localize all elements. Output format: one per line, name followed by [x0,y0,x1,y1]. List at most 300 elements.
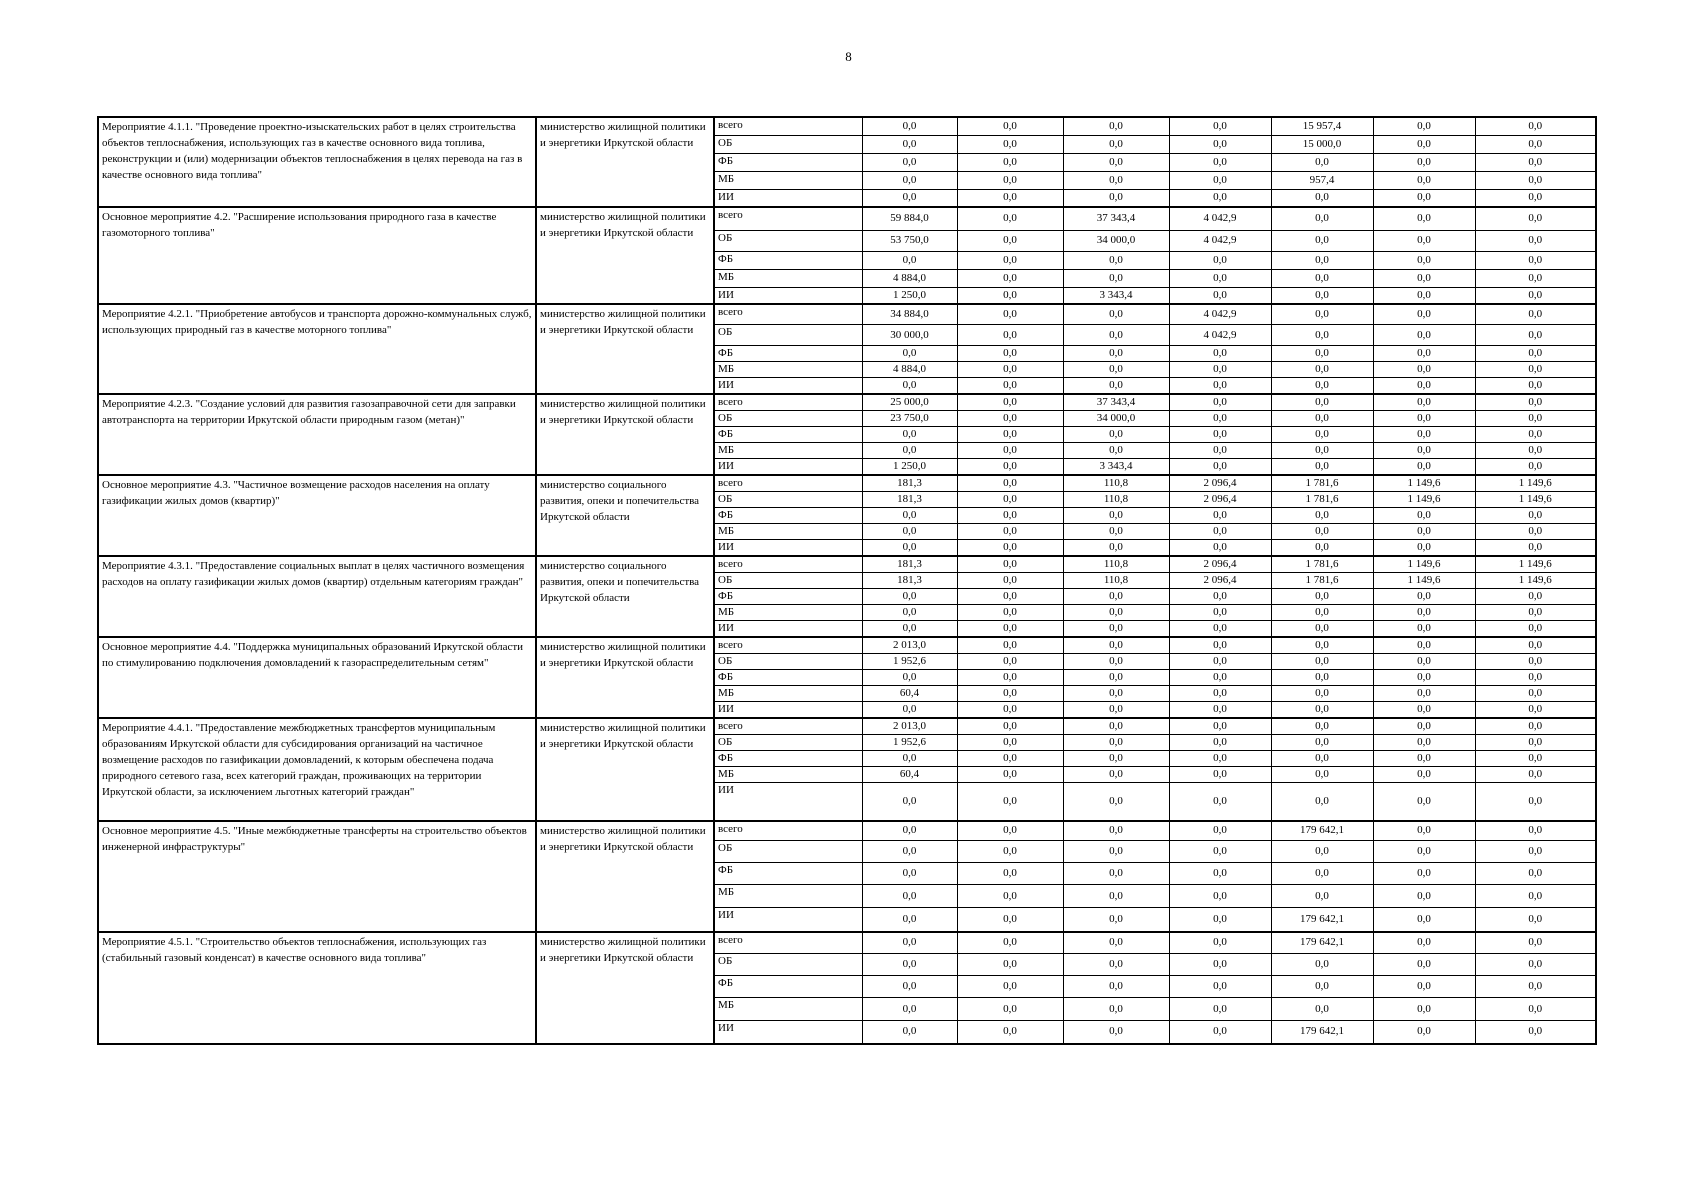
amount-cell: 0,0 [1169,427,1271,443]
amount-cell: 0,0 [957,443,1063,459]
amount-cell: 1 149,6 [1373,475,1475,492]
amount-cell: 3 343,4 [1063,459,1169,476]
amount-cell: 0,0 [1271,153,1373,171]
amount-cell: 0,0 [862,841,957,863]
amount-cell: 0,0 [1373,362,1475,378]
amount-cell: 0,0 [1169,751,1271,767]
amount-cell: 0,0 [957,269,1063,287]
amount-cell: 0,0 [1063,863,1169,885]
amount-cell: 0,0 [1063,153,1169,171]
amount-cell: 0,0 [1271,189,1373,207]
amount-cell: 181,3 [862,573,957,589]
amount-cell: 0,0 [957,885,1063,908]
event-name: Основное мероприятие 4.3. "Частичное возмещение расходов населения на оплату газификации жилых домов (квартир)" [98,475,536,556]
amount-cell: 0,0 [957,932,1063,954]
amount-cell: 60,4 [862,767,957,783]
amount-cell: 0,0 [1373,718,1475,735]
amount-cell: 0,0 [862,540,957,557]
amount-cell: 0,0 [1169,269,1271,287]
amount-cell: 0,0 [957,230,1063,251]
amount-cell: 60,4 [862,686,957,702]
amount-cell: 0,0 [1063,751,1169,767]
amount-cell: 0,0 [1169,932,1271,954]
amount-cell: 0,0 [1373,702,1475,719]
amount-cell: 0,0 [862,908,957,932]
amount-cell: 0,0 [1373,394,1475,411]
funding-source: ИИ [714,378,862,395]
amount-cell: 0,0 [957,394,1063,411]
amount-cell: 0,0 [1063,841,1169,863]
amount-cell: 0,0 [1373,443,1475,459]
amount-cell: 0,0 [1373,524,1475,540]
amount-cell: 0,0 [1475,346,1596,362]
executor: министерство жилищной политики и энергетики Иркутской области [536,821,714,932]
amount-cell: 0,0 [957,117,1063,135]
amount-cell: 1 781,6 [1271,475,1373,492]
funding-source: всего [714,637,862,654]
amount-cell: 1 149,6 [1475,573,1596,589]
amount-cell: 0,0 [1475,411,1596,427]
funding-source: всего [714,556,862,573]
amount-cell: 0,0 [1271,670,1373,686]
amount-cell: 0,0 [862,954,957,976]
table-row [98,718,1596,735]
funding-source: ФБ [714,863,862,885]
funding-source: ФБ [714,751,862,767]
amount-cell: 0,0 [1271,269,1373,287]
amount-cell: 0,0 [1063,670,1169,686]
amount-cell: 0,0 [1271,251,1373,269]
funding-source: ОБ [714,230,862,251]
amount-cell: 0,0 [1373,230,1475,251]
amount-cell: 0,0 [1169,459,1271,476]
amount-cell: 0,0 [862,1021,957,1044]
amount-cell: 0,0 [957,908,1063,932]
amount-cell: 53 750,0 [862,230,957,251]
amount-cell: 0,0 [1271,459,1373,476]
amount-cell: 0,0 [1063,686,1169,702]
amount-cell: 0,0 [1373,508,1475,524]
amount-cell: 15 957,4 [1271,117,1373,135]
amount-cell: 0,0 [1063,767,1169,783]
amount-cell: 0,0 [1475,287,1596,304]
amount-cell: 0,0 [957,702,1063,719]
amount-cell: 0,0 [1373,863,1475,885]
amount-cell: 0,0 [1169,287,1271,304]
amount-cell: 4 042,9 [1169,325,1271,346]
amount-cell: 0,0 [1475,251,1596,269]
amount-cell: 0,0 [1271,304,1373,325]
amount-cell: 0,0 [1063,117,1169,135]
amount-cell: 0,0 [957,304,1063,325]
amount-cell: 0,0 [1373,304,1475,325]
amount-cell: 0,0 [1373,207,1475,230]
event-name: Мероприятие 4.3.1. "Предоставление социальных выплат в целях частичного возмещения расходов на оплату газификации жилых домов (квартир) отдельным категориям граждан" [98,556,536,637]
amount-cell: 179 642,1 [1271,908,1373,932]
funding-source: ИИ [714,1021,862,1044]
amount-cell: 0,0 [1373,637,1475,654]
amount-cell: 957,4 [1271,171,1373,189]
amount-cell: 1 250,0 [862,287,957,304]
amount-cell: 0,0 [1475,589,1596,605]
amount-cell: 0,0 [957,605,1063,621]
amount-cell: 0,0 [1475,821,1596,841]
page-number: 8 [845,49,852,64]
amount-cell: 0,0 [957,686,1063,702]
amount-cell: 0,0 [862,783,957,821]
amount-cell: 0,0 [862,524,957,540]
amount-cell: 0,0 [1475,863,1596,885]
amount-cell: 0,0 [862,251,957,269]
budget-table-body [98,117,1596,1044]
amount-cell: 0,0 [1063,637,1169,654]
table-row [98,475,1596,492]
funding-source: ФБ [714,976,862,998]
amount-cell: 0,0 [1271,702,1373,719]
amount-cell: 0,0 [1063,325,1169,346]
amount-cell: 2 013,0 [862,718,957,735]
amount-cell: 1 149,6 [1475,556,1596,573]
funding-source: ИИ [714,459,862,476]
amount-cell: 0,0 [1373,767,1475,783]
amount-cell: 0,0 [1063,427,1169,443]
amount-cell: 0,0 [957,718,1063,735]
amount-cell: 0,0 [1475,621,1596,638]
amount-cell: 0,0 [1475,654,1596,670]
funding-source: ОБ [714,573,862,589]
amount-cell: 0,0 [1271,508,1373,524]
amount-cell: 0,0 [957,621,1063,638]
amount-cell: 0,0 [1169,637,1271,654]
amount-cell: 110,8 [1063,573,1169,589]
amount-cell: 0,0 [1063,304,1169,325]
amount-cell: 0,0 [1169,605,1271,621]
amount-cell: 0,0 [1169,346,1271,362]
amount-cell: 0,0 [1063,654,1169,670]
amount-cell: 0,0 [862,171,957,189]
amount-cell: 0,0 [862,976,957,998]
amount-cell: 0,0 [1475,637,1596,654]
amount-cell: 0,0 [1373,411,1475,427]
amount-cell: 0,0 [957,251,1063,269]
amount-cell: 0,0 [1169,1021,1271,1044]
amount-cell: 23 750,0 [862,411,957,427]
amount-cell: 0,0 [1169,976,1271,998]
event-name: Мероприятие 4.5.1. "Строительство объектов теплоснабжения, использующих газ (стабильный газовый конденсат) в качестве основного вида топлива" [98,932,536,1044]
amount-cell: 59 884,0 [862,207,957,230]
executor: министерство жилищной политики и энергетики Иркутской области [536,207,714,304]
amount-cell: 0,0 [1169,621,1271,638]
amount-cell: 0,0 [1271,751,1373,767]
amount-cell: 0,0 [1271,954,1373,976]
amount-cell: 0,0 [957,767,1063,783]
amount-cell: 0,0 [1063,362,1169,378]
amount-cell: 0,0 [1169,670,1271,686]
funding-source: МБ [714,605,862,621]
amount-cell: 0,0 [1063,251,1169,269]
amount-cell: 37 343,4 [1063,394,1169,411]
amount-cell: 0,0 [1063,998,1169,1021]
amount-cell: 0,0 [1373,976,1475,998]
amount-cell: 0,0 [1169,735,1271,751]
amount-cell: 1 149,6 [1475,475,1596,492]
amount-cell: 0,0 [1373,589,1475,605]
amount-cell: 0,0 [957,153,1063,171]
funding-source: ОБ [714,411,862,427]
funding-source: всего [714,821,862,841]
amount-cell: 0,0 [1169,908,1271,932]
amount-cell: 0,0 [1475,686,1596,702]
amount-cell: 0,0 [1373,427,1475,443]
amount-cell: 0,0 [1169,540,1271,557]
amount-cell: 0,0 [862,932,957,954]
amount-cell: 181,3 [862,492,957,508]
amount-cell: 0,0 [1271,287,1373,304]
amount-cell: 0,0 [1271,686,1373,702]
amount-cell: 0,0 [957,540,1063,557]
funding-source: ОБ [714,954,862,976]
funding-source: МБ [714,767,862,783]
amount-cell: 0,0 [1373,378,1475,395]
amount-cell: 0,0 [1063,954,1169,976]
amount-cell: 1 952,6 [862,654,957,670]
amount-cell: 0,0 [1169,841,1271,863]
amount-cell: 0,0 [1475,540,1596,557]
event-name: Мероприятие 4.4.1. "Предоставление межбюджетных трансфертов муниципальным образованиям Иркутской области для субсидирования организаций на частичное возмещение расходов по газификации домовладений, к которым обеспечена подача природного сетевого газа, всех категорий граждан, проживающих на территории Иркутской области, за исключением льготных категорий граждан" [98,718,536,821]
funding-source: ОБ [714,654,862,670]
amount-cell: 0,0 [1063,524,1169,540]
amount-cell: 0,0 [1475,718,1596,735]
amount-cell: 0,0 [1063,508,1169,524]
amount-cell: 0,0 [957,171,1063,189]
amount-cell: 0,0 [957,1021,1063,1044]
amount-cell: 0,0 [1271,783,1373,821]
table-row [98,394,1596,411]
amount-cell: 0,0 [957,998,1063,1021]
amount-cell: 1 149,6 [1373,492,1475,508]
funding-source: МБ [714,524,862,540]
amount-cell: 2 096,4 [1169,573,1271,589]
amount-cell: 0,0 [1271,621,1373,638]
amount-cell: 0,0 [1475,605,1596,621]
amount-cell: 0,0 [957,362,1063,378]
amount-cell: 0,0 [1271,207,1373,230]
amount-cell: 0,0 [1373,325,1475,346]
funding-source: ФБ [714,346,862,362]
amount-cell: 0,0 [1169,362,1271,378]
amount-cell: 0,0 [1271,325,1373,346]
executor: министерство жилищной политики и энергетики Иркутской области [536,304,714,395]
funding-source: всего [714,394,862,411]
amount-cell: 0,0 [1063,189,1169,207]
amount-cell: 0,0 [862,189,957,207]
amount-cell: 0,0 [1373,605,1475,621]
amount-cell: 0,0 [1271,540,1373,557]
amount-cell: 0,0 [1271,976,1373,998]
amount-cell: 30 000,0 [862,325,957,346]
amount-cell: 0,0 [1475,976,1596,998]
amount-cell: 0,0 [1063,135,1169,153]
funding-source: ФБ [714,153,862,171]
table-row [98,304,1596,325]
amount-cell: 0,0 [1169,998,1271,1021]
amount-cell: 0,0 [1271,230,1373,251]
amount-cell: 0,0 [862,821,957,841]
amount-cell: 0,0 [862,670,957,686]
amount-cell: 2 013,0 [862,637,957,654]
amount-cell: 0,0 [1063,1021,1169,1044]
amount-cell: 0,0 [1475,998,1596,1021]
amount-cell: 0,0 [1169,394,1271,411]
table-row [98,932,1596,954]
executor: министерство жилищной политики и энергетики Иркутской области [536,394,714,475]
amount-cell: 0,0 [957,654,1063,670]
amount-cell: 0,0 [957,589,1063,605]
amount-cell: 0,0 [1475,394,1596,411]
amount-cell: 110,8 [1063,556,1169,573]
amount-cell: 0,0 [1475,189,1596,207]
amount-cell: 0,0 [957,135,1063,153]
amount-cell: 0,0 [1475,508,1596,524]
amount-cell: 0,0 [1373,654,1475,670]
amount-cell: 1 250,0 [862,459,957,476]
amount-cell: 0,0 [1271,735,1373,751]
amount-cell: 0,0 [1169,718,1271,735]
amount-cell: 0,0 [1063,885,1169,908]
amount-cell: 0,0 [862,346,957,362]
funding-source: ФБ [714,251,862,269]
funding-source: ОБ [714,492,862,508]
amount-cell: 0,0 [1271,443,1373,459]
amount-cell: 0,0 [1169,686,1271,702]
amount-cell: 0,0 [1373,269,1475,287]
amount-cell: 4 042,9 [1169,304,1271,325]
amount-cell: 0,0 [1063,702,1169,719]
amount-cell: 0,0 [1475,362,1596,378]
amount-cell: 2 096,4 [1169,492,1271,508]
amount-cell: 34 884,0 [862,304,957,325]
amount-cell: 0,0 [957,976,1063,998]
funding-source: МБ [714,998,862,1021]
amount-cell: 0,0 [1475,932,1596,954]
amount-cell: 0,0 [1373,751,1475,767]
amount-cell: 0,0 [957,492,1063,508]
amount-cell: 181,3 [862,556,957,573]
amount-cell: 0,0 [1373,670,1475,686]
amount-cell: 0,0 [1373,540,1475,557]
amount-cell: 4 884,0 [862,362,957,378]
amount-cell: 0,0 [1063,976,1169,998]
funding-source: ОБ [714,735,862,751]
amount-cell: 37 343,4 [1063,207,1169,230]
amount-cell: 0,0 [957,735,1063,751]
amount-cell: 0,0 [1271,637,1373,654]
funding-source: МБ [714,443,862,459]
amount-cell: 0,0 [1169,863,1271,885]
amount-cell: 0,0 [1373,885,1475,908]
amount-cell: 0,0 [1271,524,1373,540]
amount-cell: 0,0 [862,427,957,443]
table-row [98,556,1596,573]
funding-source: МБ [714,686,862,702]
amount-cell: 0,0 [1475,117,1596,135]
amount-cell: 0,0 [1063,621,1169,638]
amount-cell: 0,0 [1373,153,1475,171]
amount-cell: 179 642,1 [1271,932,1373,954]
funding-source: ИИ [714,621,862,638]
amount-cell: 0,0 [1475,841,1596,863]
amount-cell: 0,0 [1475,885,1596,908]
funding-source: ФБ [714,670,862,686]
amount-cell: 0,0 [1475,735,1596,751]
amount-cell: 0,0 [957,346,1063,362]
amount-cell: 0,0 [1169,885,1271,908]
amount-cell: 0,0 [1373,735,1475,751]
executor: министерство социального развития, опеки и попечительства Иркутской области [536,556,714,637]
amount-cell: 0,0 [1475,207,1596,230]
amount-cell: 0,0 [1271,427,1373,443]
funding-source: ОБ [714,325,862,346]
funding-source: всего [714,932,862,954]
amount-cell: 0,0 [862,885,957,908]
amount-cell: 0,0 [1373,954,1475,976]
amount-cell: 0,0 [1063,735,1169,751]
amount-cell: 0,0 [1169,135,1271,153]
executor: министерство жилищной политики и энергетики Иркутской области [536,932,714,1044]
event-name: Основное мероприятие 4.5. "Иные межбюджетные трансферты на строительство объектов инженерной инфраструктуры" [98,821,536,932]
funding-source: ИИ [714,189,862,207]
amount-cell: 0,0 [957,427,1063,443]
amount-cell: 0,0 [862,589,957,605]
amount-cell: 0,0 [957,378,1063,395]
amount-cell: 1 952,6 [862,735,957,751]
amount-cell: 4 884,0 [862,269,957,287]
amount-cell: 0,0 [1475,135,1596,153]
executor: министерство социального развития, опеки и попечительства Иркутской области [536,475,714,556]
amount-cell: 0,0 [862,378,957,395]
amount-cell: 0,0 [1063,269,1169,287]
amount-cell: 0,0 [1169,783,1271,821]
amount-cell: 0,0 [1373,783,1475,821]
amount-cell: 1 149,6 [1373,556,1475,573]
amount-cell: 0,0 [1373,1021,1475,1044]
amount-cell: 0,0 [1271,394,1373,411]
amount-cell: 0,0 [1475,524,1596,540]
amount-cell: 0,0 [1169,767,1271,783]
amount-cell: 0,0 [1271,767,1373,783]
amount-cell: 0,0 [1373,346,1475,362]
amount-cell: 0,0 [1475,954,1596,976]
amount-cell: 0,0 [1373,459,1475,476]
amount-cell: 0,0 [1169,821,1271,841]
amount-cell: 0,0 [862,605,957,621]
amount-cell: 0,0 [1169,654,1271,670]
amount-cell: 0,0 [1169,524,1271,540]
amount-cell: 0,0 [1271,998,1373,1021]
amount-cell: 0,0 [1475,378,1596,395]
amount-cell: 34 000,0 [1063,230,1169,251]
amount-cell: 0,0 [1475,230,1596,251]
amount-cell: 0,0 [1271,362,1373,378]
amount-cell: 0,0 [1475,325,1596,346]
amount-cell: 0,0 [1373,841,1475,863]
funding-source: ИИ [714,908,862,932]
amount-cell: 0,0 [1373,932,1475,954]
amount-cell: 0,0 [1169,954,1271,976]
amount-cell: 4 042,9 [1169,230,1271,251]
amount-cell: 25 000,0 [862,394,957,411]
amount-cell: 2 096,4 [1169,556,1271,573]
